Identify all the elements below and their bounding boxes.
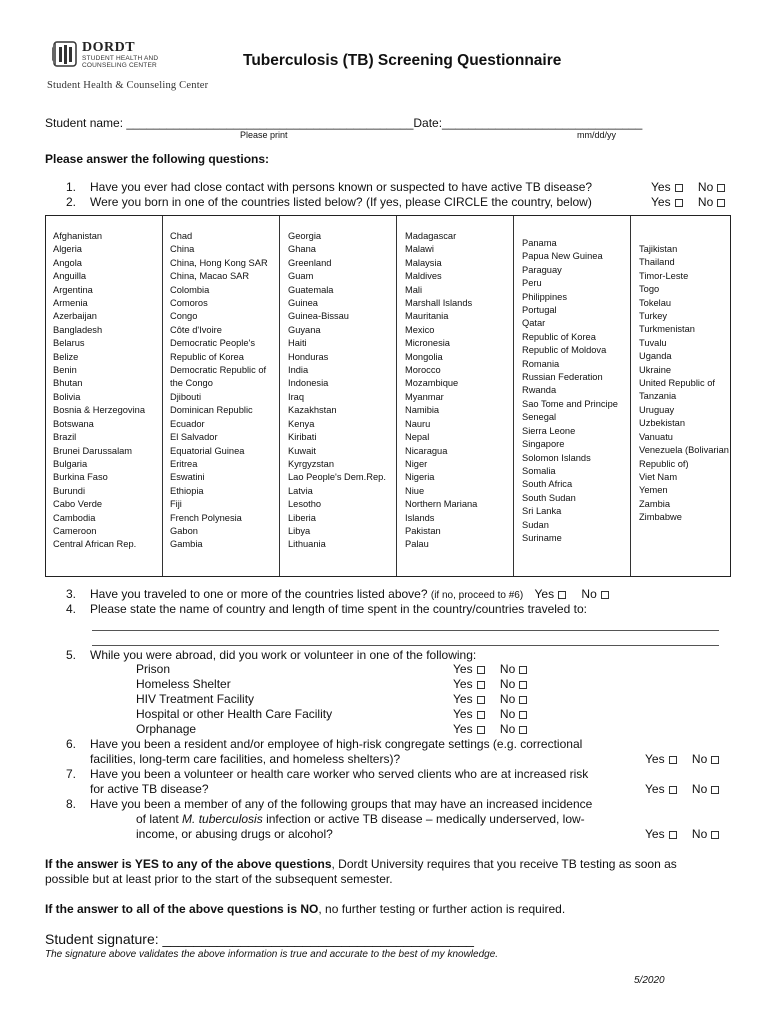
q2-yes-checkbox[interactable]: [675, 199, 683, 207]
q5-item-prison: Prison: [136, 662, 171, 676]
dordt-logo: [50, 38, 240, 78]
q5-item-orphanage: Orphanage: [136, 722, 197, 736]
country-name[interactable]: Lesotho: [288, 499, 322, 510]
country-name[interactable]: Kazakhstan: [288, 405, 337, 416]
q6-number: 6.: [66, 737, 77, 751]
country-name[interactable]: Sri Lanka: [522, 506, 562, 517]
q3-text: [90, 587, 609, 601]
country-name[interactable]: Tanzania: [639, 391, 677, 402]
country-name[interactable]: Turkey: [639, 311, 668, 322]
country-name[interactable]: Myanmar: [405, 391, 444, 402]
q5-prison-yes-label: Yes: [453, 662, 473, 676]
country-name[interactable]: Mexico: [405, 324, 435, 335]
country-name[interactable]: Sierra Leone: [522, 425, 576, 436]
q8-text-line3: income, or abusing drugs or alcohol?: [136, 827, 333, 841]
country-name[interactable]: Guam: [288, 271, 314, 282]
country-name[interactable]: Islands: [405, 512, 435, 523]
country-name[interactable]: Mauritania: [405, 311, 449, 322]
signature-note: The signature above validates the above information is true and accurate to the best of my knowledge.: [45, 949, 499, 960]
country-name[interactable]: Gambia: [170, 539, 203, 550]
country-name[interactable]: Uzbekistan: [639, 418, 685, 429]
please-print-hint: Please print: [240, 130, 288, 140]
column-divider: [396, 216, 397, 576]
country-name[interactable]: Nicaragua: [405, 445, 448, 456]
q2-yes-label: Yes: [651, 195, 671, 209]
country-name[interactable]: Burundi: [53, 485, 86, 496]
country-name[interactable]: Belarus: [53, 338, 85, 349]
yes-statement: [45, 857, 725, 871]
country-name[interactable]: Romania: [522, 358, 560, 369]
country-name[interactable]: Senegal: [522, 412, 557, 423]
q4-number: 4.: [66, 602, 77, 616]
country-name[interactable]: Bulgaria: [53, 458, 88, 469]
country-name[interactable]: Uruguay: [639, 404, 675, 415]
q1-no-checkbox[interactable]: [717, 184, 725, 192]
country-name[interactable]: Mozambique: [405, 378, 459, 389]
country-name[interactable]: Uganda: [639, 351, 672, 362]
q6-no-checkbox[interactable]: [711, 756, 719, 764]
q5-item-hospital: Hospital or other Health Care Facility: [136, 707, 333, 721]
q3-yes-checkbox[interactable]: [558, 591, 566, 599]
countries-column-4: [405, 230, 477, 552]
countries-table: [45, 215, 731, 577]
q5-hospital-no-checkbox[interactable]: [519, 711, 527, 719]
department-name: Student Health & Counseling Center: [47, 80, 209, 91]
country-name[interactable]: Cambodia: [53, 512, 96, 523]
country-name[interactable]: Suriname: [522, 532, 562, 543]
q5-orphanage-yes-checkbox[interactable]: [477, 726, 485, 734]
q5-prison-no-checkbox[interactable]: [519, 666, 527, 674]
q5-prison-yes-checkbox[interactable]: [477, 666, 485, 674]
country-name[interactable]: Georgia: [288, 231, 322, 241]
q6-yes-checkbox[interactable]: [669, 756, 677, 764]
country-name[interactable]: Anguilla: [53, 271, 87, 282]
q5-hiv-yes-label: Yes: [453, 692, 473, 706]
q8-yes-checkbox[interactable]: [669, 831, 677, 839]
country-name[interactable]: Cameroon: [53, 525, 97, 536]
q1-text: Have you ever had close contact with persons known or suspected to have active TB disease?: [90, 180, 593, 194]
q5-hospital-yes-label: Yes: [453, 707, 473, 721]
countries-column-5: [522, 237, 618, 545]
country-name[interactable]: Peru: [522, 278, 542, 289]
country-name[interactable]: Eswatini: [170, 472, 205, 483]
country-name[interactable]: Afghanistan: [53, 231, 103, 241]
country-name[interactable]: South Sudan: [522, 492, 576, 503]
q5-hiv-no-label: No: [499, 692, 516, 706]
country-name[interactable]: El Salvador: [170, 432, 218, 443]
q8-organism-name: M. tuberculosis: [182, 812, 263, 826]
country-name[interactable]: Marshall Islands: [405, 298, 473, 309]
country-name[interactable]: Ecuador: [170, 418, 205, 429]
country-name[interactable]: Panama: [522, 238, 557, 248]
yes-statement-rest: , Dordt University requires that you receive TB testing as soon as: [331, 857, 677, 871]
countries-column-2: [170, 230, 268, 552]
q8-no-label: No: [691, 827, 708, 841]
q3-yes-label: Yes: [534, 587, 555, 601]
q2-number: 2.: [66, 195, 77, 209]
country-name[interactable]: United Republic of: [639, 378, 715, 389]
q5-hiv-answer: [453, 692, 527, 706]
q4-answer-line-1[interactable]: [92, 630, 719, 631]
q1-yes-label: Yes: [651, 180, 671, 194]
q1-yes-checkbox[interactable]: [675, 184, 683, 192]
country-name[interactable]: Republic of): [639, 458, 689, 469]
country-name[interactable]: Morocco: [405, 365, 441, 376]
country-name[interactable]: Singapore: [522, 439, 565, 450]
student-name-field[interactable]: Student name: ___________________________________________Date:______________________________: [45, 116, 643, 130]
q5-orphanage-answer: [453, 722, 527, 736]
country-name[interactable]: Thailand: [639, 257, 675, 268]
country-name[interactable]: Paraguay: [522, 264, 562, 275]
q3-no-label: No: [581, 587, 597, 601]
no-statement-rest: , no further testing or further action is required.: [318, 902, 566, 916]
country-name[interactable]: Bangladesh: [53, 324, 103, 335]
q4-answer-line-2[interactable]: [92, 645, 719, 646]
q7-yes-label: Yes: [645, 782, 665, 796]
q8-text-line2a: of latent: [136, 812, 183, 826]
country-name[interactable]: Viet Nam: [639, 471, 678, 482]
instructions: Please answer the following questions:: [45, 152, 270, 166]
q8-number: 8.: [66, 797, 77, 811]
country-name[interactable]: Burkina Faso: [53, 472, 108, 483]
country-name[interactable]: Tajikistan: [639, 244, 678, 254]
country-name[interactable]: Pakistan: [405, 525, 441, 536]
country-name[interactable]: Honduras: [288, 351, 329, 362]
column-divider: [162, 216, 163, 576]
country-name[interactable]: Malaysia: [405, 257, 442, 268]
q2-no-checkbox[interactable]: [717, 199, 725, 207]
country-name[interactable]: Côte d'Ivoire: [170, 324, 222, 335]
country-name[interactable]: Democratic People's: [170, 338, 255, 349]
country-name[interactable]: Benin: [53, 365, 77, 376]
q5-item-hiv-facility: HIV Treatment Facility: [136, 692, 255, 706]
country-name[interactable]: Vanuatu: [639, 431, 673, 442]
country-name[interactable]: Nigeria: [405, 472, 435, 483]
country-name[interactable]: Russian Federation: [522, 372, 603, 383]
country-name[interactable]: Niger: [405, 458, 428, 469]
country-name[interactable]: Tuvalu: [639, 337, 667, 348]
q5-shelter-no-label: No: [499, 677, 516, 691]
q5-text: While you were abroad, did you work or volunteer in one of the following:: [90, 648, 477, 662]
q5-orphanage-no-label: No: [499, 722, 516, 736]
date-format-hint: mm/dd/yy: [577, 130, 617, 140]
country-name[interactable]: Guinea-Bissau: [288, 311, 349, 322]
q6-text-line1: Have you been a resident and/or employee of high-risk congregate settings (e.g. correctional: [90, 737, 583, 751]
page-title: Tuberculosis (TB) Screening Questionnaire: [243, 52, 562, 69]
q1-answer: [651, 180, 725, 194]
country-name[interactable]: Lithuania: [288, 539, 326, 550]
countries-column-6: [639, 243, 729, 525]
country-name[interactable]: Maldives: [405, 271, 442, 282]
country-name[interactable]: Somalia: [522, 465, 556, 476]
country-name[interactable]: Republic of Korea: [522, 331, 596, 342]
q5-hiv-yes-checkbox[interactable]: [477, 696, 485, 704]
country-name[interactable]: Ghana: [288, 244, 316, 255]
country-name[interactable]: Gabon: [170, 525, 198, 536]
country-name[interactable]: Congo: [170, 311, 198, 322]
q5-shelter-yes-label: Yes: [453, 677, 473, 691]
country-name[interactable]: Brunei Darussalam: [53, 445, 133, 456]
country-name[interactable]: Mongolia: [405, 351, 443, 362]
logo-subtitle-line2: COUNSELING CENTER: [82, 62, 157, 69]
q3-number: 3.: [66, 587, 77, 601]
country-name[interactable]: Latvia: [288, 485, 313, 496]
country-name[interactable]: Armenia: [53, 298, 88, 309]
dordt-shield-icon: [50, 38, 80, 70]
q4-text: Please state the name of country and length of time spent in the country/countries traveled to:: [90, 602, 587, 616]
column-divider: [630, 216, 631, 576]
q5-shelter-yes-checkbox[interactable]: [477, 681, 485, 689]
country-name[interactable]: the Congo: [170, 378, 213, 389]
logo-subtitle-line1: STUDENT HEALTH AND: [82, 55, 159, 62]
q7-no-label: No: [691, 782, 708, 796]
country-name[interactable]: Sudan: [522, 519, 549, 530]
yes-statement-bold: If the answer is YES to any of the above questions: [45, 857, 332, 871]
q8-yes-label: Yes: [645, 827, 665, 841]
country-name[interactable]: Togo: [639, 284, 660, 295]
q5-orphanage-no-checkbox[interactable]: [519, 726, 527, 734]
country-name[interactable]: Guyana: [288, 324, 321, 335]
q8-no-checkbox[interactable]: [711, 831, 719, 839]
country-name[interactable]: Sao Tome and Principe: [522, 398, 618, 409]
q5-shelter-no-checkbox[interactable]: [519, 681, 527, 689]
column-divider: [513, 216, 514, 576]
country-name[interactable]: Guatemala: [288, 284, 334, 295]
country-name[interactable]: Solomon Islands: [522, 452, 591, 463]
country-name[interactable]: Qatar: [522, 318, 546, 329]
q5-number: 5.: [66, 648, 77, 662]
q5-hospital-answer: [453, 707, 527, 721]
q2-no-label: No: [697, 195, 714, 209]
country-name[interactable]: Liberia: [288, 512, 316, 523]
country-name[interactable]: Rwanda: [522, 385, 557, 396]
country-name[interactable]: Turkmenistan: [639, 324, 695, 335]
country-name[interactable]: Venezuela (Bolivarian: [639, 445, 729, 456]
signature-field[interactable]: Student signature: ________________________________________: [45, 931, 474, 947]
country-name[interactable]: China, Hong Kong SAR: [170, 257, 268, 268]
country-name[interactable]: Colombia: [170, 284, 210, 295]
yes-statement-line2: possible but at least prior to the start of the subsequent semester.: [45, 872, 393, 886]
country-name[interactable]: India: [288, 365, 309, 376]
country-name[interactable]: China: [170, 244, 195, 255]
q5-item-homeless-shelter: Homeless Shelter: [136, 677, 231, 691]
q7-yes-checkbox[interactable]: [669, 786, 677, 794]
country-name[interactable]: Ethiopia: [170, 485, 204, 496]
country-name[interactable]: Micronesia: [405, 338, 450, 349]
country-name[interactable]: Argentina: [53, 284, 93, 295]
country-name[interactable]: Bhutan: [53, 378, 83, 389]
country-name[interactable]: Chad: [170, 231, 193, 241]
country-name[interactable]: Azerbaijan: [53, 311, 97, 322]
q2-text: Were you born in one of the countries listed below? (If yes, please CIRCLE the country, below): [90, 195, 592, 209]
country-name[interactable]: Ukraine: [639, 364, 672, 375]
no-statement-bold: If the answer to all of the above questions is NO: [45, 902, 319, 916]
no-statement: [45, 902, 565, 916]
country-name[interactable]: Kyrgyzstan: [288, 458, 334, 469]
country-name[interactable]: Tokelau: [639, 297, 672, 308]
q7-answer: [645, 782, 719, 796]
country-name[interactable]: Niue: [405, 485, 425, 496]
country-name[interactable]: Democratic Republic of: [170, 365, 267, 376]
q8-answer: [645, 827, 719, 841]
countries-column-1: [53, 230, 145, 552]
country-name[interactable]: Kuwait: [288, 445, 316, 456]
country-name[interactable]: South Africa: [522, 479, 573, 490]
q8-text-line2: [136, 812, 585, 826]
column-divider: [279, 216, 280, 576]
country-name[interactable]: Fiji: [170, 499, 182, 510]
country-name[interactable]: Cabo Verde: [53, 499, 103, 510]
country-name[interactable]: Madagascar: [405, 231, 457, 241]
country-name[interactable]: Nepal: [405, 432, 430, 443]
country-name[interactable]: Lao People's Dem.Rep.: [288, 472, 386, 483]
q7-number: 7.: [66, 767, 77, 781]
q7-text-line1: Have you been a volunteer or health care worker who served clients who are at increased risk: [90, 767, 589, 781]
country-name[interactable]: Indonesia: [288, 378, 329, 389]
country-name[interactable]: Bosnia & Herzegovina: [53, 405, 145, 416]
q8-text-line1: Have you been a member of any of the following groups that may have an increased incidence: [90, 797, 593, 811]
country-name[interactable]: Dominican Republic: [170, 405, 253, 416]
country-name[interactable]: Belize: [53, 351, 79, 362]
country-name[interactable]: Timor-Leste: [639, 270, 689, 281]
q1-no-label: No: [697, 180, 714, 194]
country-name[interactable]: Northern Mariana: [405, 499, 478, 510]
q5-hiv-no-checkbox[interactable]: [519, 696, 527, 704]
country-name[interactable]: Guinea: [288, 298, 318, 309]
country-name[interactable]: Yemen: [639, 485, 668, 496]
country-name[interactable]: Libya: [288, 525, 311, 536]
country-name[interactable]: Iraq: [288, 391, 305, 402]
q5-orphanage-yes-label: Yes: [453, 722, 473, 736]
country-name[interactable]: Portugal: [522, 305, 557, 316]
country-name[interactable]: Greenland: [288, 257, 332, 268]
countries-column-3: [288, 230, 386, 552]
country-name[interactable]: Zambia: [639, 498, 671, 509]
country-name[interactable]: Kenya: [288, 418, 315, 429]
country-name[interactable]: Comoros: [170, 298, 208, 309]
q1-number: 1.: [66, 180, 77, 194]
country-name[interactable]: Philippines: [522, 291, 567, 302]
q5-hospital-no-label: No: [499, 707, 516, 721]
country-name[interactable]: Republic of Korea: [170, 351, 244, 362]
q5-prison-answer: [453, 662, 527, 676]
q3-note: (if no, proceed to #6): [430, 590, 524, 601]
logo-subtitle: [82, 55, 158, 69]
q6-no-label: No: [691, 752, 708, 766]
country-name[interactable]: Bolivia: [53, 391, 81, 402]
version-date: 5/2020: [634, 975, 665, 986]
q5-hospital-yes-checkbox[interactable]: [477, 711, 485, 719]
q6-yes-label: Yes: [645, 752, 665, 766]
country-name[interactable]: Kiribati: [288, 432, 317, 443]
country-name[interactable]: Namibia: [405, 405, 440, 416]
country-name[interactable]: Algeria: [53, 244, 82, 255]
country-name[interactable]: Republic of Moldova: [522, 345, 607, 356]
country-name[interactable]: Eritrea: [170, 458, 198, 469]
q6-text-line2: facilities, long-term care facilities, and homeless shelters)?: [90, 752, 401, 766]
country-name[interactable]: Haiti: [288, 338, 307, 349]
logo-name: DORDT: [82, 40, 136, 55]
country-name[interactable]: Malawi: [405, 244, 434, 255]
q5-shelter-answer: [453, 677, 527, 691]
q6-answer: [645, 752, 719, 766]
country-name[interactable]: Equatorial Guinea: [170, 445, 245, 456]
country-name[interactable]: Botswana: [53, 418, 94, 429]
q3-question: Have you traveled to one or more of the countries listed above?: [90, 587, 428, 601]
q7-no-checkbox[interactable]: [711, 786, 719, 794]
country-name[interactable]: China, Macao SAR: [170, 271, 250, 282]
q3-no-checkbox[interactable]: [601, 591, 609, 599]
country-name[interactable]: Brazil: [53, 432, 77, 443]
country-name[interactable]: Angola: [53, 257, 82, 268]
country-name[interactable]: Djibouti: [170, 391, 202, 402]
country-name[interactable]: Mali: [405, 284, 423, 295]
country-name[interactable]: Central African Rep.: [53, 539, 137, 550]
country-name[interactable]: Papua New Guinea: [522, 251, 603, 262]
country-name[interactable]: Nauru: [405, 418, 431, 429]
q8-text-line2c: infection or active TB disease – medically underserved, low-: [262, 812, 585, 826]
country-name[interactable]: Zimbabwe: [639, 512, 682, 523]
q7-text-line2: for active TB disease?: [90, 782, 209, 796]
country-name[interactable]: French Polynesia: [170, 512, 242, 523]
q5-prison-no-label: No: [499, 662, 516, 676]
q2-answer: [651, 195, 725, 209]
country-name[interactable]: Palau: [405, 539, 429, 550]
